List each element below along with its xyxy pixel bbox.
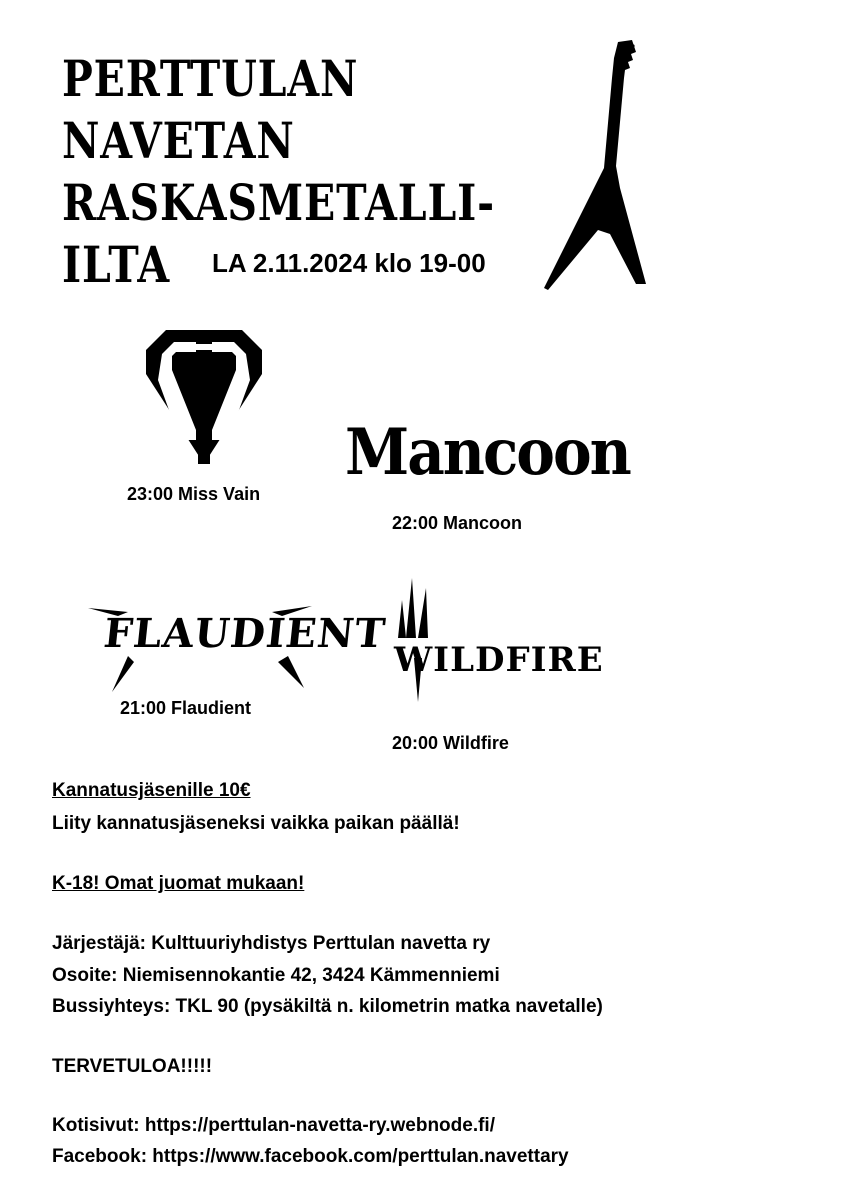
title-line-3: RASKASMETALLI-	[62, 173, 495, 232]
title-line-2: NAVETAN	[62, 111, 295, 170]
welcome: TERVETULOA!!!!!	[52, 1056, 213, 1077]
organizer: Järjestäjä: Kulttuuriyhdistys Perttulan navetta ry	[52, 933, 491, 954]
homepage-link[interactable]: Kotisivut: https://perttulan-navetta-ry.webnode.fi/	[52, 1115, 495, 1136]
join-note: Liity kannatusjäseneksi vaikka paikan päällä!	[52, 813, 460, 834]
wildfire-logo: WILDFIRE	[394, 640, 604, 680]
title-line-1: PERTTULAN	[62, 49, 359, 108]
age-limit: K-18! Omat juomat mukaan!	[52, 873, 305, 894]
flying-v-guitar-icon	[540, 38, 650, 290]
band-time-mancoon: 22:00 Mancoon	[392, 513, 523, 533]
event-date: LA 2.11.2024 klo 19-00	[212, 248, 486, 278]
address: Osoite: Niemisennokantie 42, 3424 Kämmenniemi	[52, 965, 500, 986]
facebook-link[interactable]: Facebook: https://www.facebook.com/perttulan.navettary	[52, 1146, 569, 1167]
flaudient-logo: FLAUDIENT	[101, 610, 389, 657]
bus-connection: Bussiyhteys: TKL 90 (pysäkiltä n. kilometrin matka navetalle)	[52, 996, 603, 1017]
title-line-4: ILTA	[62, 235, 171, 294]
band-time-wildfire: 20:00 Wildfire	[392, 733, 509, 753]
mancoon-logo: Mancoon	[345, 414, 630, 490]
miss-vain-logo	[146, 330, 262, 464]
member-price: Kannatusjäsenille 10€	[52, 780, 251, 801]
band-time-flaudient: 21:00 Flaudient	[120, 698, 252, 718]
band-time-miss-vain: 23:00 Miss Vain	[127, 484, 261, 504]
